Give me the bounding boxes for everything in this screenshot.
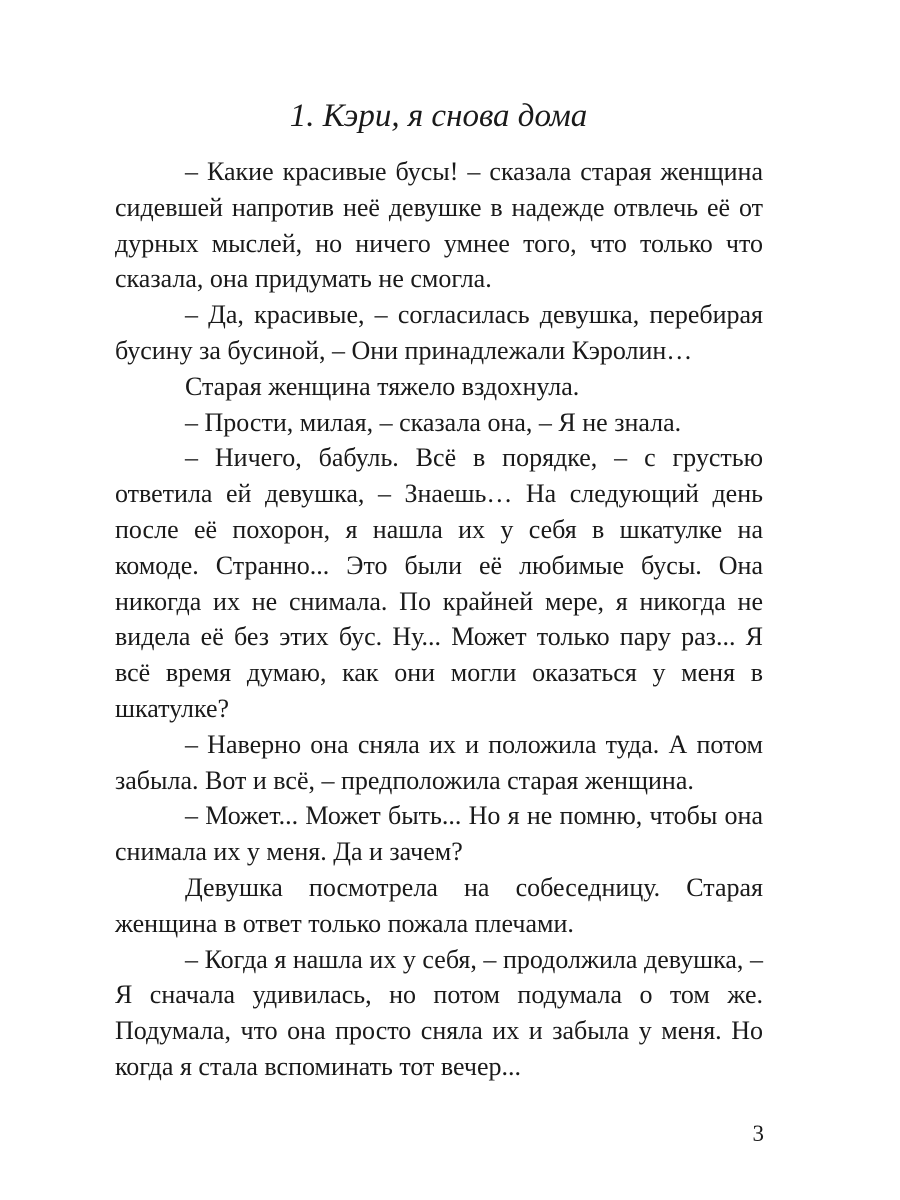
paragraph: – Какие красивые бусы! – сказала старая женщина сидевшей напротив неё девушке в надежде отвлечь её от дурных мыслей, но ничего умнее того, что только что сказала, она придумать не смогла. — [115, 157, 763, 294]
paragraph: – Может... Может быть... Но я не помню, чтобы она снимала их у меня. Да и зачем? — [115, 801, 763, 867]
paragraph: – Когда я нашла их у себя, – продолжила девушка, – Я сначала удивилась, но потом подумала о том же. Подумала, что она просто сняла их и забыла у меня. Но когда я стала вспоминать тот вечер... — [115, 944, 763, 1081]
paragraph: – Прости, милая, – сказала она, – Я не знала. — [185, 407, 682, 437]
paragraph: – Да, красивые, – согласилась девушка, перебирая бусину за бусиной, – Они принадлежали Кэролин… — [115, 300, 763, 365]
paragraph: Девушка посмотрела на собеседницу. Старая женщина в ответ только пожала плечами. — [115, 872, 763, 938]
chapter-text — [115, 154, 763, 1085]
chapter-title: 1. Кэри, я снова дома — [289, 98, 588, 134]
paragraph: – Наверно она сняла их и положила туда. А потом забыла. Вот и всё, – предположила старая женщина. — [115, 729, 763, 795]
page-number: 3 — [752, 1121, 764, 1146]
paragraph: Старая женщина тяжело вздохнула. — [185, 371, 580, 401]
paragraph: – Ничего, бабуль. Всё в порядке, – с грустью ответила ей девушка, – Знаешь… На следующий день после её похорон, я нашла их у себя в шкатулке на комоде. Странно... Это были её любимые бусы. Она никогда их не снимала. По крайней мере, я никогда не видела её без этих бус. Ну... Может только пару раз... Я всё время думаю, как они могли оказаться у меня в шкатулке? — [115, 443, 763, 723]
